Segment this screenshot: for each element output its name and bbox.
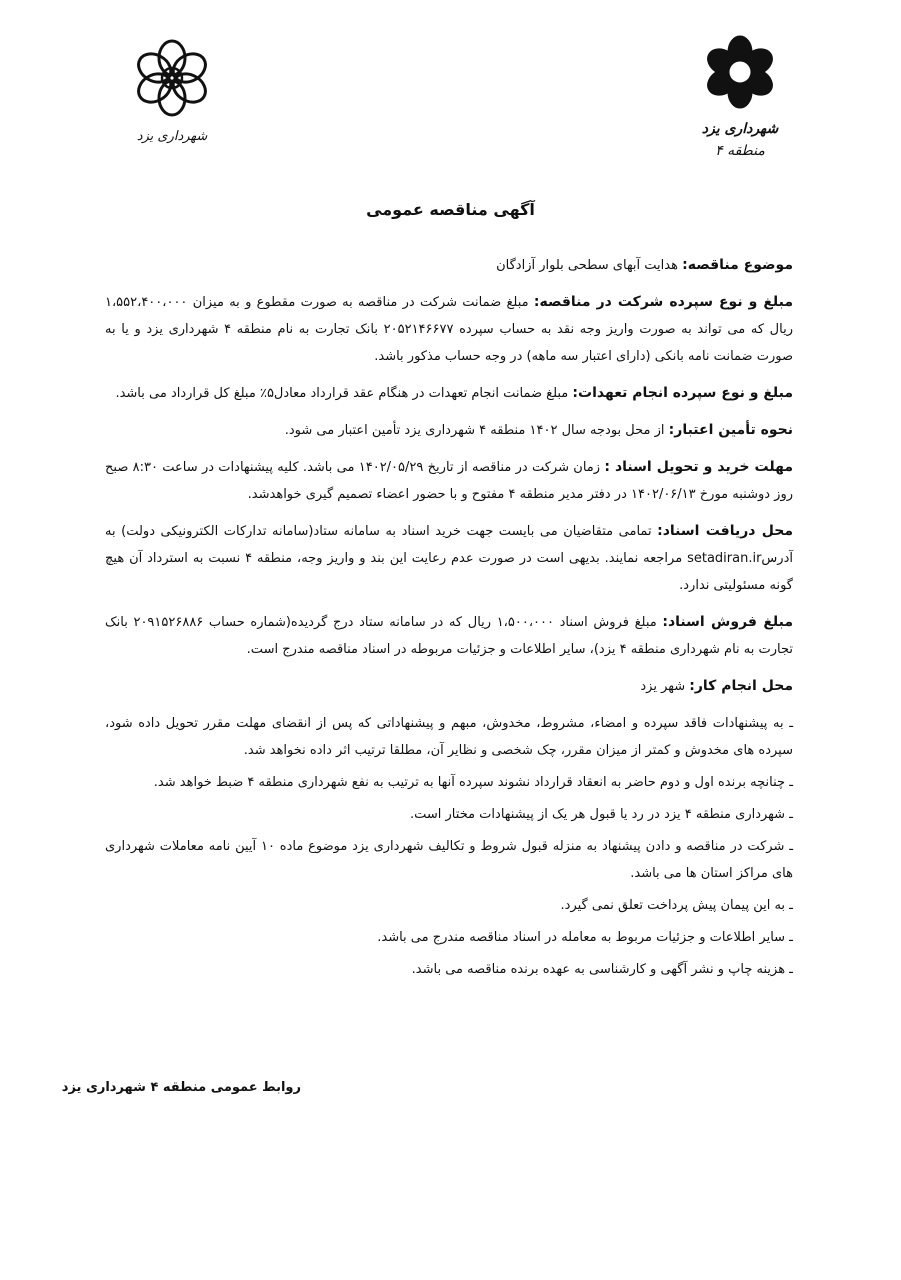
sale-text: مبلغ فروش اسناد ۱،۵۰۰،۰۰۰ ریال که در سامانه ستاد درج گردیده(شماره حساب ۲۰۹۱۵۲۶۸۸۶ بانک تجارت به نام شهرداری منطقه ۴ یزد)، سایر اطلاعات و جزئیات مربوطه در اسناد مناقصه مندرج است. [105,615,793,657]
performance-text: مبلغ ضمانت انجام تعهدات در هنگام عقد قرارداد معادل۵٪ مبلغ کل قرارداد می باشد. [115,386,573,401]
receive-text-before: تمامی متقاضیان می بایست جهت خرید اسناد به سامانه ستاد(سامانه تدارکات الکترونیکی دولت) به آدرس [105,524,793,566]
deposit-paragraph [105,289,793,370]
setadiran-link[interactable]: setadiran.ir [687,551,762,566]
condition-bullet-6: ـ سایر اطلاعات و جزئیات مربوط به معامله در اسناد مناقصه مندرج می باشد. [377,930,793,945]
rosette-logo-filled-icon [690,30,790,115]
deadline-paragraph [105,454,793,508]
condition-bullet-4: ـ شرکت در مناقصه و دادن پیشنهاد به منزله قبول شروط و تکالیف شهرداری یزد موضوع ماده ۱۰ آیین نامه معاملات شهرداری های مراکز استان ها می باشد. [105,839,794,881]
performance-label: مبلغ و نوع سپرده انجام تعهدات: [572,385,793,401]
condition-bullet-7: ـ هزینه چاپ و نشر آگهی و کارشناسی به عهده برنده مناقصه می باشد. [411,962,793,977]
subject-paragraph [105,252,793,279]
receive-text-after: مراجعه نمایند. بدیهی است در صورت عدم رعایت این بند و واریز وجه، منطقه ۴ نسبت به استرداد آن هیچ گونه مسئولیتی ندارد. [105,551,793,593]
subject-label: موضوع مناقصه: [682,257,793,273]
funding-text: از محل بودجه سال ۱۴۰۲ منطقه ۴ شهرداری یزد تأمین اعتبار می شود. [284,423,669,438]
rosette-logo-icon [122,36,222,121]
sale-label: مبلغ فروش اسناد: [662,614,793,630]
announcement-body [105,252,793,988]
funding-label: نحوه تأمین اعتبار: [668,422,793,438]
region4-municipality-logo [690,30,790,170]
receive-paragraph [105,518,793,599]
location-paragraph [105,673,793,700]
page-title: آگهی مناقصه عمومی [366,200,535,219]
location-text: شهر یزد [640,679,690,694]
funding-paragraph [105,417,793,444]
deadline-text: زمان شرکت در مناقصه از تاریخ ۱۴۰۲/۰۵/۲۹ می باشد. کلیه پیشنهادات در ساعت ۸:۳۰ صبح روز دوشنبه مورخ ۱۴۰۲/۰۶/۱۳ در دفتر مدیر منطقه ۴ مفتوح و با حضور اعضاء تصمیم گیری خواهدشد. [105,460,793,502]
deposit-label: مبلغ و نوع سپرده شرکت در مناقصه: [533,294,794,310]
receive-label: محل دریافت اسناد: [657,523,793,539]
performance-paragraph [105,380,793,407]
condition-bullet-1: ـ به پیشنهادات فاقد سپرده و امضاء، مشروط، مخدوش، مبهم و پیشنهاداتی که پس از انقضای مهلت مقرر تحویل داده شود، سپرده های مخدوش و کمتر از میزان مقرر، چک شخصی و نظایر آن، مطلقا ترتیب اثر داده نخواهد شد. [105,716,793,758]
condition-bullet-2: ـ چنانچه برنده اول و دوم حاضر به انعقاد قرارداد نشوند سپرده آنها به ترتیب به نفع شهرداری منطقه ۴ ضبط خواهد شد. [153,775,793,790]
subject-text: هدایت آبهای سطحی بلوار آزادگان [496,258,683,273]
deadline-label: مهلت خرید و تحویل اسناد : [604,459,793,475]
logo-right-text: شهرداری یزد [701,121,779,137]
sale-paragraph [105,609,793,663]
location-label: محل انجام کار: [689,678,793,694]
condition-bullet-3: ـ شهرداری منطقه ۴ یزد در رد یا قبول هر یک از پیشنهادات مختار است. [410,807,793,822]
signature: روابط عمومی منطقه ۴ شهرداری یزد [61,1080,301,1095]
logo-left-text: شهرداری یزد [136,129,208,144]
deposit-text: مبلغ ضمانت شرکت در مناقصه به صورت مقطوع و به میزان ۱،۵۵۲،۴۰۰،۰۰۰ ریال که می تواند به صورت واریز وجه نقد به حساب سپرده ۲۰۵۲۱۴۶۶۷۷ بانک تجارت به نام منطقه ۴ شهرداری یزد و یا به صورت ضمانت نامه بانکی (دارای اعتبار سه ماهه) در وجه حساب مذکور باشد. [105,295,793,364]
logo-right-subtext: منطقه ۴ [715,143,765,159]
condition-bullet-5: ـ به این پیمان پیش پرداخت تعلق نمی گیرد. [560,898,793,913]
yazd-municipality-logo [122,36,222,156]
